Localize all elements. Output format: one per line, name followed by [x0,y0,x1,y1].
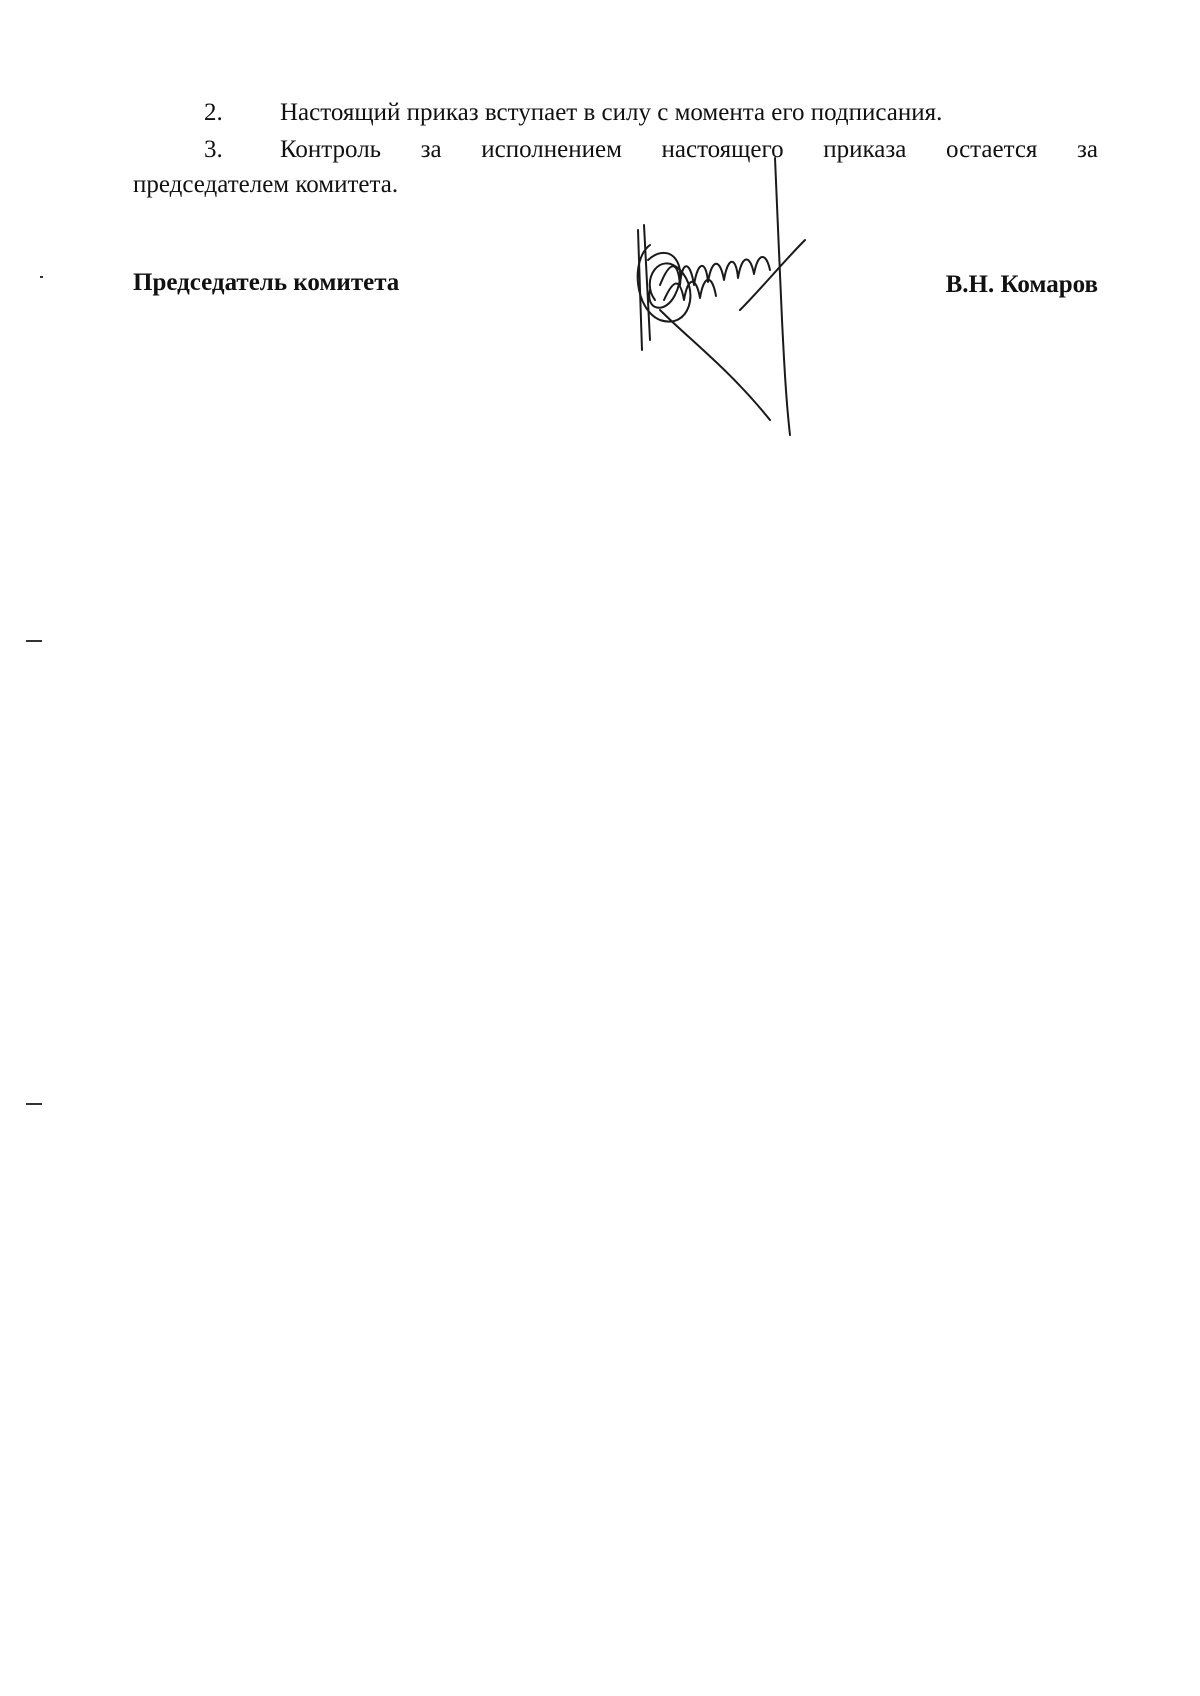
scan-margin-mark [26,640,42,642]
item-3-first-line: Контроль за исполнением настоящего приказа остается за [280,136,1098,163]
signatory-role: Председатель комитета [133,269,400,296]
item-2-text: Настоящий приказ вступает в силу с момента его подписания. [280,99,943,126]
scan-margin-mark [26,1103,42,1105]
item-3-continuation: председателем комитета. [133,171,399,198]
signatory-name: В.Н. Комаров [945,271,1098,298]
item-2-number: 2. [204,99,223,126]
scan-speck [40,276,43,278]
item-3-number: 3. [204,136,223,163]
handwritten-signature [620,150,820,440]
